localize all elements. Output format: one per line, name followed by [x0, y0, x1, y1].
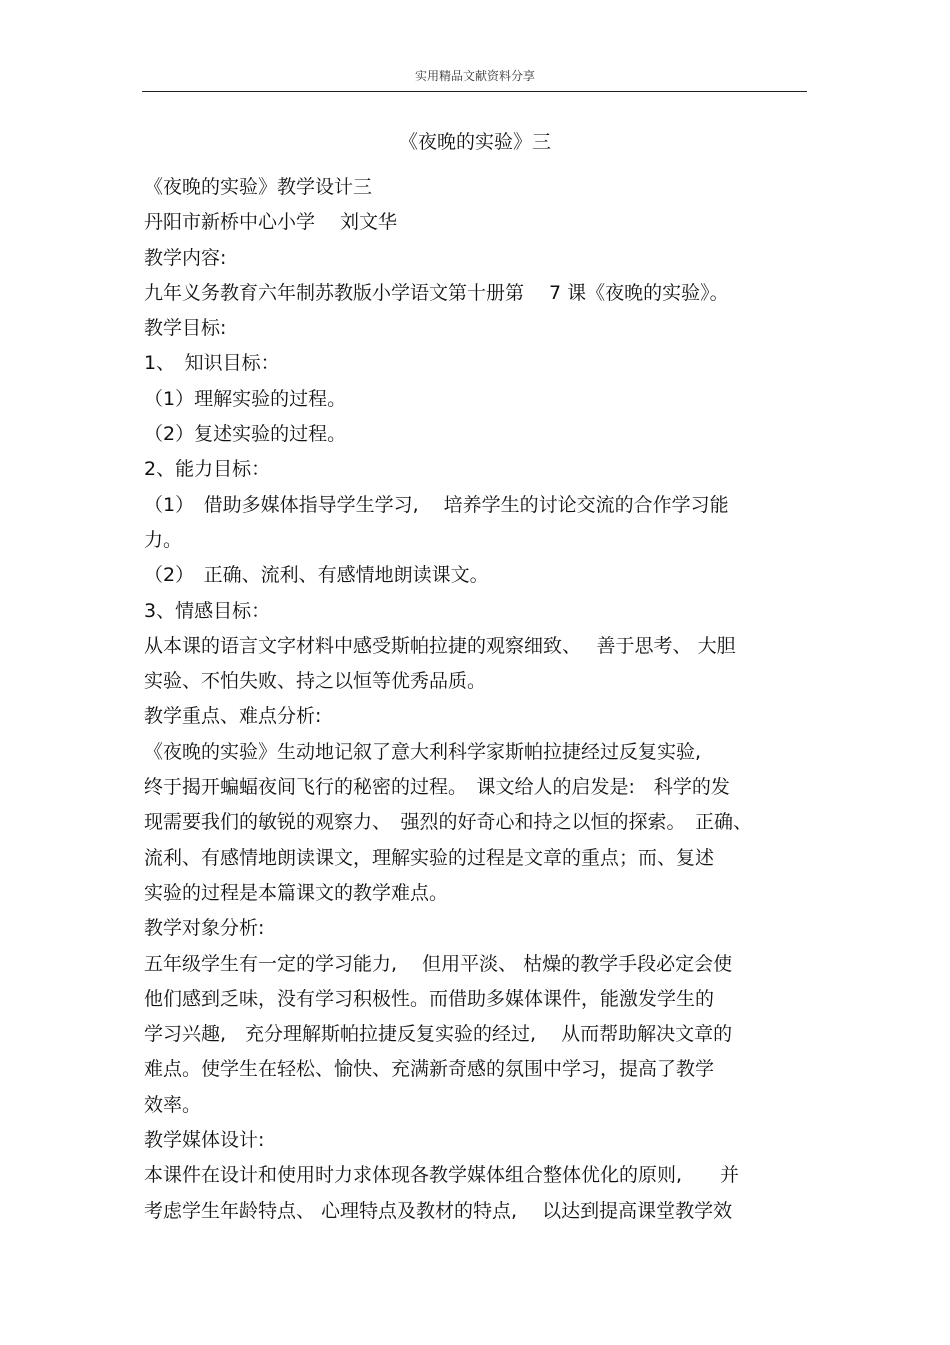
text-line: 教学内容: — [144, 246, 227, 269]
text-line: 教学重点、难点分析: — [144, 705, 322, 728]
document-body — [144, 170, 824, 1229]
document-title: 《夜晚的实验》三 — [398, 131, 551, 153]
text-line: 他们感到乏味，没有学习积极性。而借助多媒体课件，能激发学生的 — [144, 987, 715, 1010]
text-line: 实验、不怕失败、持之以恒等优秀品质。 — [144, 670, 487, 693]
text-line: 教学媒体设计: — [144, 1129, 265, 1152]
text-line: 教学目标: — [144, 317, 227, 340]
text-line: 从本课的语言文字材料中感受斯帕拉捷的观察细致、 善于思考、 大胆 — [144, 634, 736, 657]
text-line: 丹阳市新桥中心小学 刘文华 — [144, 211, 398, 234]
text-line: 九年义务教育六年制苏教版小学语文第十册第 7 课《夜晚的实验》。 — [144, 281, 729, 304]
text-line: 1、 知识目标： — [144, 352, 280, 375]
text-line: 考虑学生年龄特点、 心理特点及教材的特点, 以达到提高课堂教学效 — [144, 1199, 733, 1222]
text-line: 学习兴趣, 充分理解斯帕拉捷反复实验的经过, 从而帮助解决文章的 — [144, 1023, 733, 1046]
page-header-title: 实用精品文献资料分享 — [414, 69, 535, 83]
text-line: 教学对象分析: — [144, 917, 265, 940]
text-line: 本课件在设计和使用时力求体现各教学媒体组合整体优化的原则, 并 — [144, 1164, 740, 1187]
text-line: 3、情感目标： — [144, 599, 271, 622]
text-line: 实验的过程是本篇课文的教学难点。 — [144, 881, 449, 904]
text-line: 流利、有感情地朗读课文，理解实验的过程是文章的重点；而、复述 — [144, 846, 715, 869]
text-line: （2） 正确、流利、有感情地朗读课文。 — [144, 564, 489, 587]
text-line: 2、能力目标： — [144, 458, 271, 481]
text-line: 效率。 — [144, 1093, 202, 1116]
text-line: 难点。使学生在轻松、愉快、充满新奇感的氛围中学习，提高了教学 — [144, 1058, 715, 1081]
header-divider — [142, 91, 807, 92]
text-line: 力。 — [144, 528, 183, 551]
text-line: 现需要我们的敏锐的观察力、 强烈的好奇心和持之以恒的探索。 正确、 — [144, 811, 753, 834]
text-line: （2）复述实验的过程。 — [144, 423, 347, 446]
text-line: 《夜晚的实验》教学设计三 — [144, 176, 373, 198]
text-line: （1）理解实验的过程。 — [144, 387, 347, 410]
text-line: （1） 借助多媒体指导学生学习, 培养学生的讨论交流的合作学习能 — [144, 493, 729, 516]
text-line: 《夜晚的实验》生动地记叙了意大利科学家斯帕拉捷经过反复实验, — [144, 740, 702, 763]
text-line: 五年级学生有一定的学习能力, 但用平淡、 枯燥的教学手段必定会使 — [144, 952, 733, 975]
text-line: 终于揭开蝙蝠夜间飞行的秘密的过程。 课文给人的启发是: 科学的发 — [144, 776, 730, 799]
